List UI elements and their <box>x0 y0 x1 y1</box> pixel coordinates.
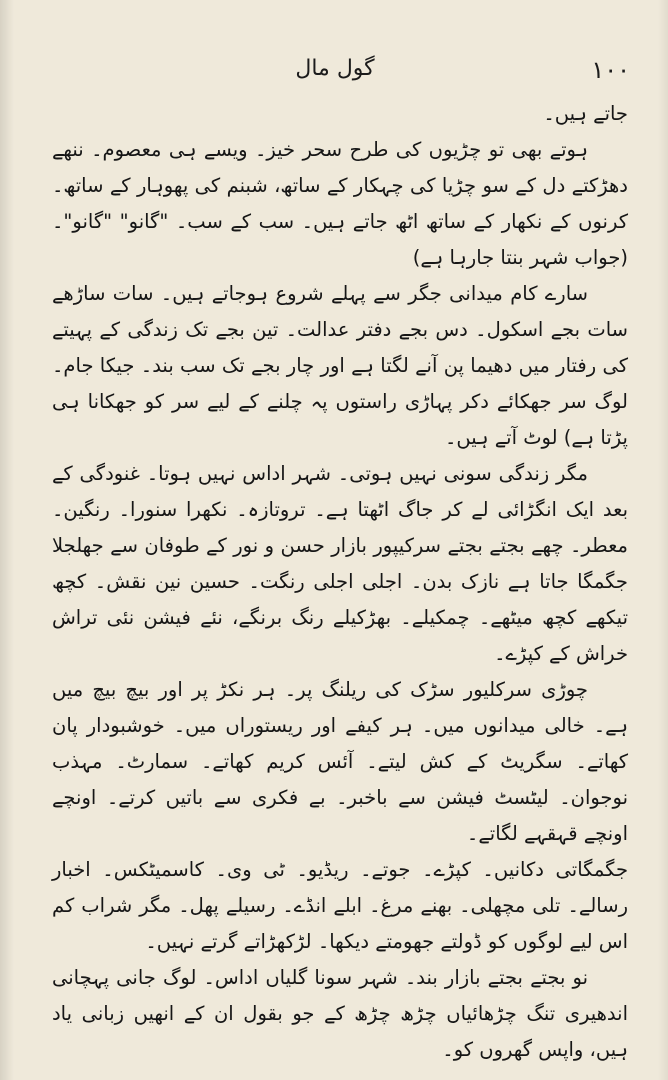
running-title: گول مال <box>295 56 375 81</box>
page-edge-shadow <box>0 0 14 1080</box>
paragraph: مگر زندگی سونی نہیں ہوتی۔ شہر اداس نہیں ہوتا۔ غنودگی کے بعد ایک انگڑائی لے کر جاگ اٹھتا ہے۔ تروتازہ۔ نکھرا سنورا۔ رنگین۔ معطر۔ چھے بجتے بجتے سرکیپور بازار حسن و نور کے طوفان سے جھلجلا جگمگا جاتا ہے نازک بدن۔ اجلی اجلی رنگت۔ حسین نین نقش۔ کچھ تیکھے کچھ میٹھے۔ چمکیلے۔ بھڑکیلے رنگ برنگے، نئے فیشن نئی تراش خراش کے کپڑے۔ <box>52 462 628 665</box>
paragraph-continuation: جاتے ہیں۔ <box>543 102 628 125</box>
paragraph: جگمگاتی دکانیں۔ کپڑے۔ جوتے۔ ریڈیو۔ ٹی وی۔ کاسمیٹکس۔ اخبار رسالے۔ تلی مچھلی۔ بھنے مرغ۔ ابلے انڈے۔ رسیلے پھل۔ مگر شراب کم اس لیے لوگوں کو ڈولتے جھومتے دیکھا۔ لڑکھڑاتے گرتے نہیں۔ <box>52 858 628 953</box>
paragraph: چوڑی سرکلیور سڑک کی ریلنگ پر۔ ہر نکڑ پر اور بیچ بیچ میں ہے۔ خالی میدانوں میں۔ ہر کیفے اور ریستوراں میں۔ خوشبودار پان کھاتے۔ سگریٹ کے کش لیتے۔ آئس کریم کھاتے۔ سمارٹ۔ مہذب نوجوان۔ لیٹسٹ فیشن سے باخبر۔ بے فکری سے باتیں کرتے۔ اونچے اونچے قہقہے لگاتے۔ <box>52 678 628 845</box>
page-header <box>40 56 630 96</box>
page-edge-shadow-right <box>658 0 668 1080</box>
paragraph: سارے کام میدانی جگر سے پہلے شروع ہوجاتے ہیں۔ سات ساڑھے سات بجے اسکول۔ دس بجے دفتر عدالت۔ تین بجے تک زندگی کے پہیتے کی رفتار میں دھیما پن آنے لگتا ہے اور چار بجے تک سب بند۔ جیکا جام۔ لوگ سر جھکائے دکر پہاڑی راستوں پہ چلنے کے لیے سر کو جھکانا ہی پڑتا ہے) لوٹ آتے ہیں۔ <box>52 282 628 449</box>
page-number: ۱۰۰ <box>591 56 630 84</box>
paragraph: نو بجتے بجتے بازار بند۔ شہر سونا گلیاں اداس۔ لوگ جانی پہچانی اندھیری تنگ چڑھائیاں چڑھ چڑھ کے جو بقول ان کے انھیں زبانی یاد ہیں، واپس گھروں کو۔ <box>52 966 628 1061</box>
paragraph: ہوتے بھی تو چڑیوں کی طرح سحر خیز۔ ویسے ہی معصوم۔ ننھے دھڑکتے دل کے سو چڑیا کی چہکار کے ساتھ، شبنم کی پھوہار کے ساتھ۔ کرنوں کے نکھار کے ساتھ اٹھ جاتے ہیں۔ سب کے سب۔ "گانو" "گانو"۔ (جواب شہر بنتا جارہا ہے) <box>52 138 628 269</box>
body-text <box>52 96 628 1068</box>
